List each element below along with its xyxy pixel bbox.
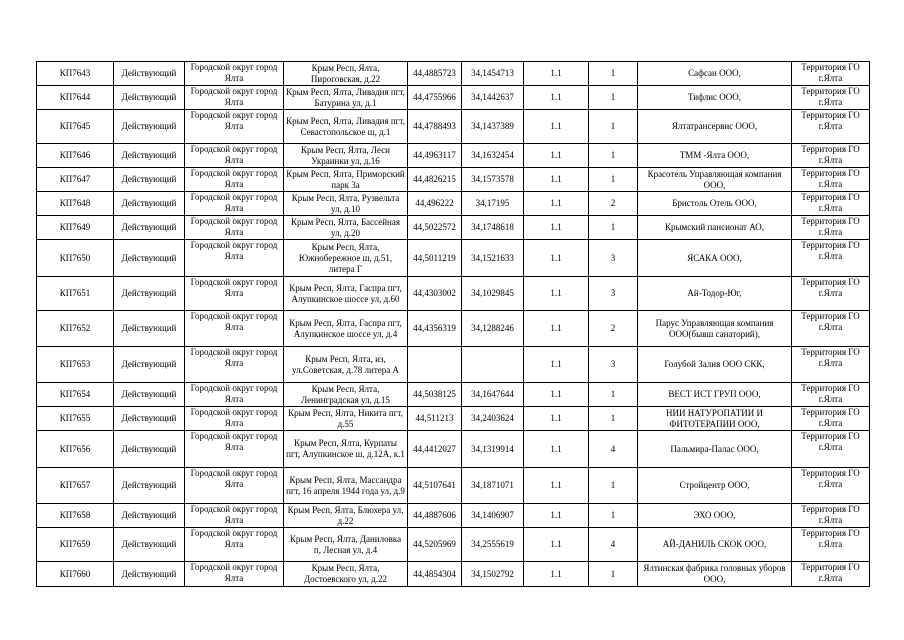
cell-organization: Стройцентр ООО, [638,468,792,504]
registry-table [36,61,870,587]
cell-latitude [408,347,462,383]
table-row [37,407,870,431]
cell-address: Крым Респ, Ялта, Ливадия пгт, Батурина ул, д.1 [284,86,408,110]
cell-count: 4 [589,431,638,468]
cell-municipality: Городской округ город Ялта [185,528,284,562]
cell-latitude: 44,5107641 [408,468,462,504]
cell-address: Крым Респ, Ялта, Гаспра пгт, Алупкинское шоссе ул, д.4 [284,311,408,347]
cell-organization: ЯСАКА ООО, [638,240,792,277]
cell-organization: ВЕСТ ИСТ ГРУП ООО, [638,383,792,407]
cell-address: Крым Респ, Ялта, Блюхера ул, д.22 [284,504,408,528]
cell-latitude: 44,4303002 [408,277,462,311]
cell-territory: Территория ГО г.Ялта [792,277,870,311]
cell-latitude: 44,5205969 [408,528,462,562]
cell-area: 1.1 [524,144,589,168]
cell-code: КП7659 [37,528,114,562]
cell-latitude: 44,4412027 [408,431,462,468]
cell-organization: Ялтинская фабрика головных уборов ООО, [638,562,792,587]
cell-territory: Территория ГО г.Ялта [792,144,870,168]
table-row [37,311,870,347]
cell-address: Крым Респ, Ялта, Леси Украинки ул, д.16 [284,144,408,168]
cell-code: КП7658 [37,504,114,528]
table-row [37,383,870,407]
cell-organization: Ялтатрансервис ООО, [638,110,792,144]
cell-organization: Тифлис ООО, [638,86,792,110]
cell-area: 1.1 [524,311,589,347]
cell-latitude: 44,4826215 [408,168,462,192]
cell-latitude: 44,5038125 [408,383,462,407]
cell-territory: Территория ГО г.Ялта [792,504,870,528]
cell-count: 3 [589,240,638,277]
cell-longitude: 34,1319914 [462,431,524,468]
cell-municipality: Городской округ город Ялта [185,311,284,347]
cell-area: 1.1 [524,216,589,240]
registry-table-body [37,62,870,587]
cell-municipality: Городской округ город Ялта [185,192,284,216]
cell-organization: Сафсан ООО, [638,62,792,86]
cell-area: 1.1 [524,240,589,277]
cell-address: Крым Респ, Ялта, Массандра пгт, 16 апреля 1944 года ул, д.9 [284,468,408,504]
cell-territory: Территория ГО г.Ялта [792,431,870,468]
cell-latitude: 44,4356319 [408,311,462,347]
cell-area: 1.1 [524,347,589,383]
cell-count: 1 [589,216,638,240]
cell-longitude: 34,1573578 [462,168,524,192]
cell-organization: ЭХО ООО, [638,504,792,528]
cell-territory: Территория ГО г.Ялта [792,468,870,504]
table-row [37,110,870,144]
cell-code: КП7650 [37,240,114,277]
cell-code: КП7657 [37,468,114,504]
table-row [37,216,870,240]
cell-territory: Территория ГО г.Ялта [792,562,870,587]
cell-count: 1 [589,168,638,192]
cell-organization: Голубой Залив ООО СКК, [638,347,792,383]
cell-longitude: 34,1871071 [462,468,524,504]
cell-latitude: 44,496222 [408,192,462,216]
cell-territory: Территория ГО г.Ялта [792,528,870,562]
cell-longitude: 34,2555619 [462,528,524,562]
cell-status: Действующий [114,347,185,383]
cell-address: Крым Респ, Ялта, Никита пгт, д.55 [284,407,408,431]
cell-territory: Территория ГО г.Ялта [792,311,870,347]
cell-status: Действующий [114,468,185,504]
cell-count: 1 [589,62,638,86]
cell-code: КП7655 [37,407,114,431]
table-row [37,240,870,277]
cell-longitude: 34,1632454 [462,144,524,168]
cell-area: 1.1 [524,192,589,216]
cell-latitude: 44,5022572 [408,216,462,240]
cell-organization: Ай-Тодор-Юг, [638,277,792,311]
cell-latitude: 44,4854304 [408,562,462,587]
table-row [37,431,870,468]
cell-area: 1.1 [524,168,589,192]
cell-area: 1.1 [524,383,589,407]
cell-code: КП7643 [37,62,114,86]
cell-area: 1.1 [524,62,589,86]
cell-territory: Территория ГО г.Ялта [792,240,870,277]
cell-status: Действующий [114,562,185,587]
cell-municipality: Городской округ город Ялта [185,468,284,504]
cell-status: Действующий [114,240,185,277]
cell-latitude: 44,4887606 [408,504,462,528]
cell-area: 1.1 [524,110,589,144]
table-row [37,144,870,168]
cell-organization: НИИ НАТУРОПАТИИ И ФИТОТЕРАПИИ ООО, [638,407,792,431]
table-row [37,86,870,110]
cell-territory: Территория ГО г.Ялта [792,86,870,110]
table-row [37,62,870,86]
cell-municipality: Городской округ город Ялта [185,144,284,168]
cell-count: 1 [589,504,638,528]
table-row [37,192,870,216]
cell-area: 1.1 [524,562,589,587]
cell-longitude: 34,17195 [462,192,524,216]
cell-count: 1 [589,86,638,110]
cell-count: 1 [589,383,638,407]
cell-address: Крым Респ, Ялта, Бассейная ул, д.20 [284,216,408,240]
cell-municipality: Городской округ город Ялта [185,504,284,528]
cell-area: 1.1 [524,277,589,311]
cell-territory: Территория ГО г.Ялта [792,383,870,407]
cell-organization: АЙ-ДАНИЛЬ СКОК ООО, [638,528,792,562]
cell-municipality: Городской округ город Ялта [185,347,284,383]
cell-municipality: Городской округ город Ялта [185,168,284,192]
cell-code: КП7647 [37,168,114,192]
cell-status: Действующий [114,407,185,431]
cell-status: Действующий [114,216,185,240]
cell-count: 4 [589,528,638,562]
table-row [37,468,870,504]
cell-code: КП7656 [37,431,114,468]
cell-organization: Крымский пансионат АО, [638,216,792,240]
cell-count: 3 [589,277,638,311]
cell-status: Действующий [114,528,185,562]
cell-address: Крым Респ, Ялта, Ленинградская ул, д.15 [284,383,408,407]
table-row [37,528,870,562]
cell-address: Крым Респ, Ялта, Гаспра пгт, Алупкинское шоссе ул, д.60 [284,277,408,311]
cell-organization: Бристоль Отель ООО, [638,192,792,216]
table-row [37,347,870,383]
cell-count: 1 [589,144,638,168]
cell-longitude: 34,1647644 [462,383,524,407]
cell-longitude: 34,1288246 [462,311,524,347]
cell-latitude: 44,511213 [408,407,462,431]
cell-territory: Территория ГО г.Ялта [792,216,870,240]
table-row [37,504,870,528]
cell-longitude: 34,1406907 [462,504,524,528]
cell-code: КП7649 [37,216,114,240]
cell-area: 1.1 [524,468,589,504]
cell-organization: Красотель Управляющая компания ООО, [638,168,792,192]
cell-count: 1 [589,468,638,504]
cell-address: Крым Респ, Ялта, Курпаты пгт, Алупкинское ш, д.12А, к.1 [284,431,408,468]
cell-territory: Территория ГО г.Ялта [792,407,870,431]
cell-organization: Пальмира-Палас ООО, [638,431,792,468]
cell-status: Действующий [114,144,185,168]
cell-longitude: 34,2403624 [462,407,524,431]
cell-municipality: Городской округ город Ялта [185,562,284,587]
cell-address: Крым Респ, Ялта, Южнобережное ш, д.51, литера Г [284,240,408,277]
cell-longitude: 34,1437389 [462,110,524,144]
cell-area: 1.1 [524,407,589,431]
cell-latitude: 44,4885723 [408,62,462,86]
cell-municipality: Городской округ город Ялта [185,216,284,240]
table-row [37,562,870,587]
cell-count: 2 [589,192,638,216]
cell-latitude: 44,5011219 [408,240,462,277]
cell-latitude: 44,4963117 [408,144,462,168]
cell-area: 1.1 [524,431,589,468]
cell-status: Действующий [114,383,185,407]
cell-municipality: Городской округ город Ялта [185,407,284,431]
table-row [37,277,870,311]
cell-code: КП7660 [37,562,114,587]
cell-longitude: 34,1029845 [462,277,524,311]
cell-count: 2 [589,311,638,347]
cell-latitude: 44,4788493 [408,110,462,144]
cell-status: Действующий [114,168,185,192]
cell-area: 1.1 [524,504,589,528]
cell-status: Действующий [114,504,185,528]
cell-address: Крым Респ, Ялта, Пироговская, д.22 [284,62,408,86]
cell-longitude [462,347,524,383]
cell-municipality: Городской округ город Ялта [185,110,284,144]
cell-code: КП7645 [37,110,114,144]
cell-status: Действующий [114,277,185,311]
cell-code: КП7646 [37,144,114,168]
cell-code: КП7652 [37,311,114,347]
cell-code: КП7644 [37,86,114,110]
cell-latitude: 44,4755966 [408,86,462,110]
cell-address: Крым Респ, Ялта, Даниловка п, Лесная ул, д.4 [284,528,408,562]
cell-municipality: Городской округ город Ялта [185,62,284,86]
cell-status: Действующий [114,86,185,110]
cell-longitude: 34,1502792 [462,562,524,587]
cell-address: Крым Респ, Ялта, Достоевского ул, д.22 [284,562,408,587]
cell-code: КП7648 [37,192,114,216]
cell-area: 1.1 [524,86,589,110]
cell-address: Крым Респ, Ялта, из, ул.Советская, д.78 литера А [284,347,408,383]
cell-count: 1 [589,407,638,431]
cell-count: 3 [589,347,638,383]
cell-territory: Территория ГО г.Ялта [792,62,870,86]
cell-code: КП7651 [37,277,114,311]
cell-territory: Территория ГО г.Ялта [792,347,870,383]
cell-status: Действующий [114,110,185,144]
cell-municipality: Городской округ город Ялта [185,383,284,407]
cell-longitude: 34,1454713 [462,62,524,86]
cell-status: Действующий [114,311,185,347]
table-row [37,168,870,192]
cell-organization: Парус Управляющая компания ООО(бывш санаторий), [638,311,792,347]
cell-territory: Территория ГО г.Ялта [792,192,870,216]
cell-municipality: Городской округ город Ялта [185,86,284,110]
cell-status: Действующий [114,431,185,468]
cell-municipality: Городской округ город Ялта [185,240,284,277]
cell-address: Крым Респ, Ялта, Приморский парк 3а [284,168,408,192]
cell-territory: Территория ГО г.Ялта [792,110,870,144]
cell-municipality: Городской округ город Ялта [185,431,284,468]
cell-longitude: 34,1521633 [462,240,524,277]
cell-count: 1 [589,562,638,587]
cell-code: КП7654 [37,383,114,407]
cell-address: Крым Респ, Ялта, Рузвельта ул, д.10 [284,192,408,216]
cell-status: Действующий [114,192,185,216]
cell-longitude: 34,1748618 [462,216,524,240]
cell-organization: ТММ -Ялта ООО, [638,144,792,168]
cell-longitude: 34,1442637 [462,86,524,110]
cell-address: Крым Респ, Ялта, Ливадия пгт, Севастопольское ш, д.1 [284,110,408,144]
cell-territory: Территория ГО г.Ялта [792,168,870,192]
cell-municipality: Городской округ город Ялта [185,277,284,311]
cell-code: КП7653 [37,347,114,383]
cell-status: Действующий [114,62,185,86]
cell-area: 1.1 [524,528,589,562]
cell-count: 1 [589,110,638,144]
